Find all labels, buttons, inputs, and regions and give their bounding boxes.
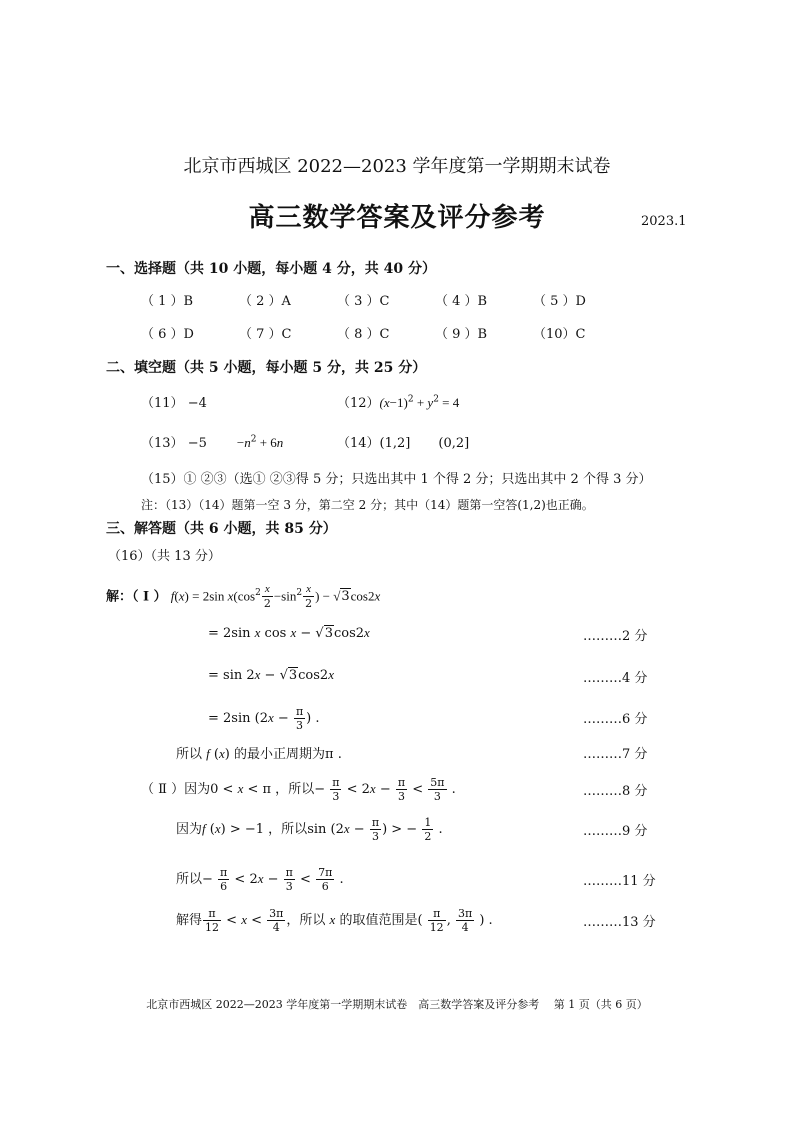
score-8: ………8 分	[583, 784, 648, 799]
solution-line-3: = sin 2x − √3cos2x	[208, 667, 334, 683]
fill-item-11: （11） −4	[141, 396, 207, 411]
choice-item: （ 2 ）A	[239, 294, 291, 309]
score-9: ………9 分	[583, 824, 648, 839]
choice-item: （10）C	[533, 327, 586, 342]
page-footer: 北京市西城区 2022—2023 学年度第一学期期末试卷 高三数学答案及评分参考 第 1 页（共 6 页）	[146, 998, 648, 1011]
choice-item: （ 5 ）D	[533, 294, 586, 309]
score-11: ………11 分	[583, 874, 656, 889]
document-date: 2023.1	[641, 214, 687, 229]
solution-line-6: （ Ⅱ ）因为0 < x < π ，所以− $\frac{\pi}{3}$ < 2x − $\frac{\pi}{3}$ < $\frac{5\pi}{3}$ .	[141, 776, 456, 803]
choice-item: （ 6 ）D	[141, 327, 194, 342]
score-4: ………4 分	[583, 671, 648, 686]
section-heading-choice: 一、选择题（共 10 小题，每小题 4 分，共 40 分）	[106, 261, 436, 277]
fill-item-14: （14）(1,2] (0,2]	[337, 436, 470, 451]
solution-line-5: 所以 f (x) 的最小正周期为π .	[176, 746, 342, 762]
question-16-heading: （16）（共 13 分）	[108, 549, 221, 564]
fill-item-15: （15）① ②③（选① ②③得 5 分；只选出其中 1 个得 2 分；只选出其中 2 个得 3 分）	[141, 472, 652, 487]
solution-line-7: 因为f (x) > −1 ，所以sin (2x − $\frac{\pi}{3}$ ) > − $\frac{1}{2}$ .	[176, 816, 443, 843]
document-subtitle: 高三数学答案及评分参考	[248, 203, 546, 233]
solution-line-8: 所以− $\frac{\pi}{6}$ < 2x − $\frac{\pi}{3}$ < $\frac{7\pi}{6}$ .	[176, 866, 344, 893]
section-heading-solve: 三、解答题（共 6 小题，共 85 分）	[106, 521, 337, 537]
choice-item: （ 4 ）B	[435, 294, 488, 309]
solution-line-4: = 2sin (2x − $\frac{\pi}{3}$ ) .	[208, 705, 320, 732]
choice-item: （ 3 ）C	[337, 294, 390, 309]
score-2: ………2 分	[583, 629, 648, 644]
solution-line-9: 解得 $\frac{\pi}{12}$ < x < $\frac{3\pi}{4}$ ，所以 x 的取值范围是( $\frac{\pi}{12}$ , $\frac{3\pi}{4}$ ) .	[176, 907, 493, 934]
score-13: ………13 分	[583, 915, 656, 930]
fill-note: 注：（13）（14）题第一空 3 分，第二空 2 分；其中（14）题第一空答(1,2)也正确。	[141, 498, 594, 512]
solution-line-1: 解：（ Ⅰ ） f(x) = 2sin $x(\cos^2$ $\frac{x}{2}$ $-\sin^2$ $\frac{x}{2}$ ) − √3cos2x	[106, 583, 381, 611]
choice-item: （ 1 ）B	[141, 294, 194, 309]
choice-item: （ 7 ）C	[239, 327, 292, 342]
score-6: ………6 分	[583, 712, 648, 727]
fill-item-13: $(13) -5 -n^2 + 6n$	[141, 434, 284, 451]
document-title: 北京市西城区 2022—2023 学年度第一学期期末试卷	[183, 156, 611, 177]
solution-line-2: = 2sin x cos x − √3cos2x	[208, 625, 370, 641]
section-heading-fill: 二、填空题（共 5 小题，每小题 5 分，共 25 分）	[106, 360, 427, 376]
choice-item: （ 9 ）B	[435, 327, 488, 342]
fill-item-12: $(12)(x-1)^2 + y^2 = 4$	[337, 394, 460, 411]
choice-item: （ 8 ）C	[337, 327, 390, 342]
score-7: ………7 分	[583, 747, 648, 762]
